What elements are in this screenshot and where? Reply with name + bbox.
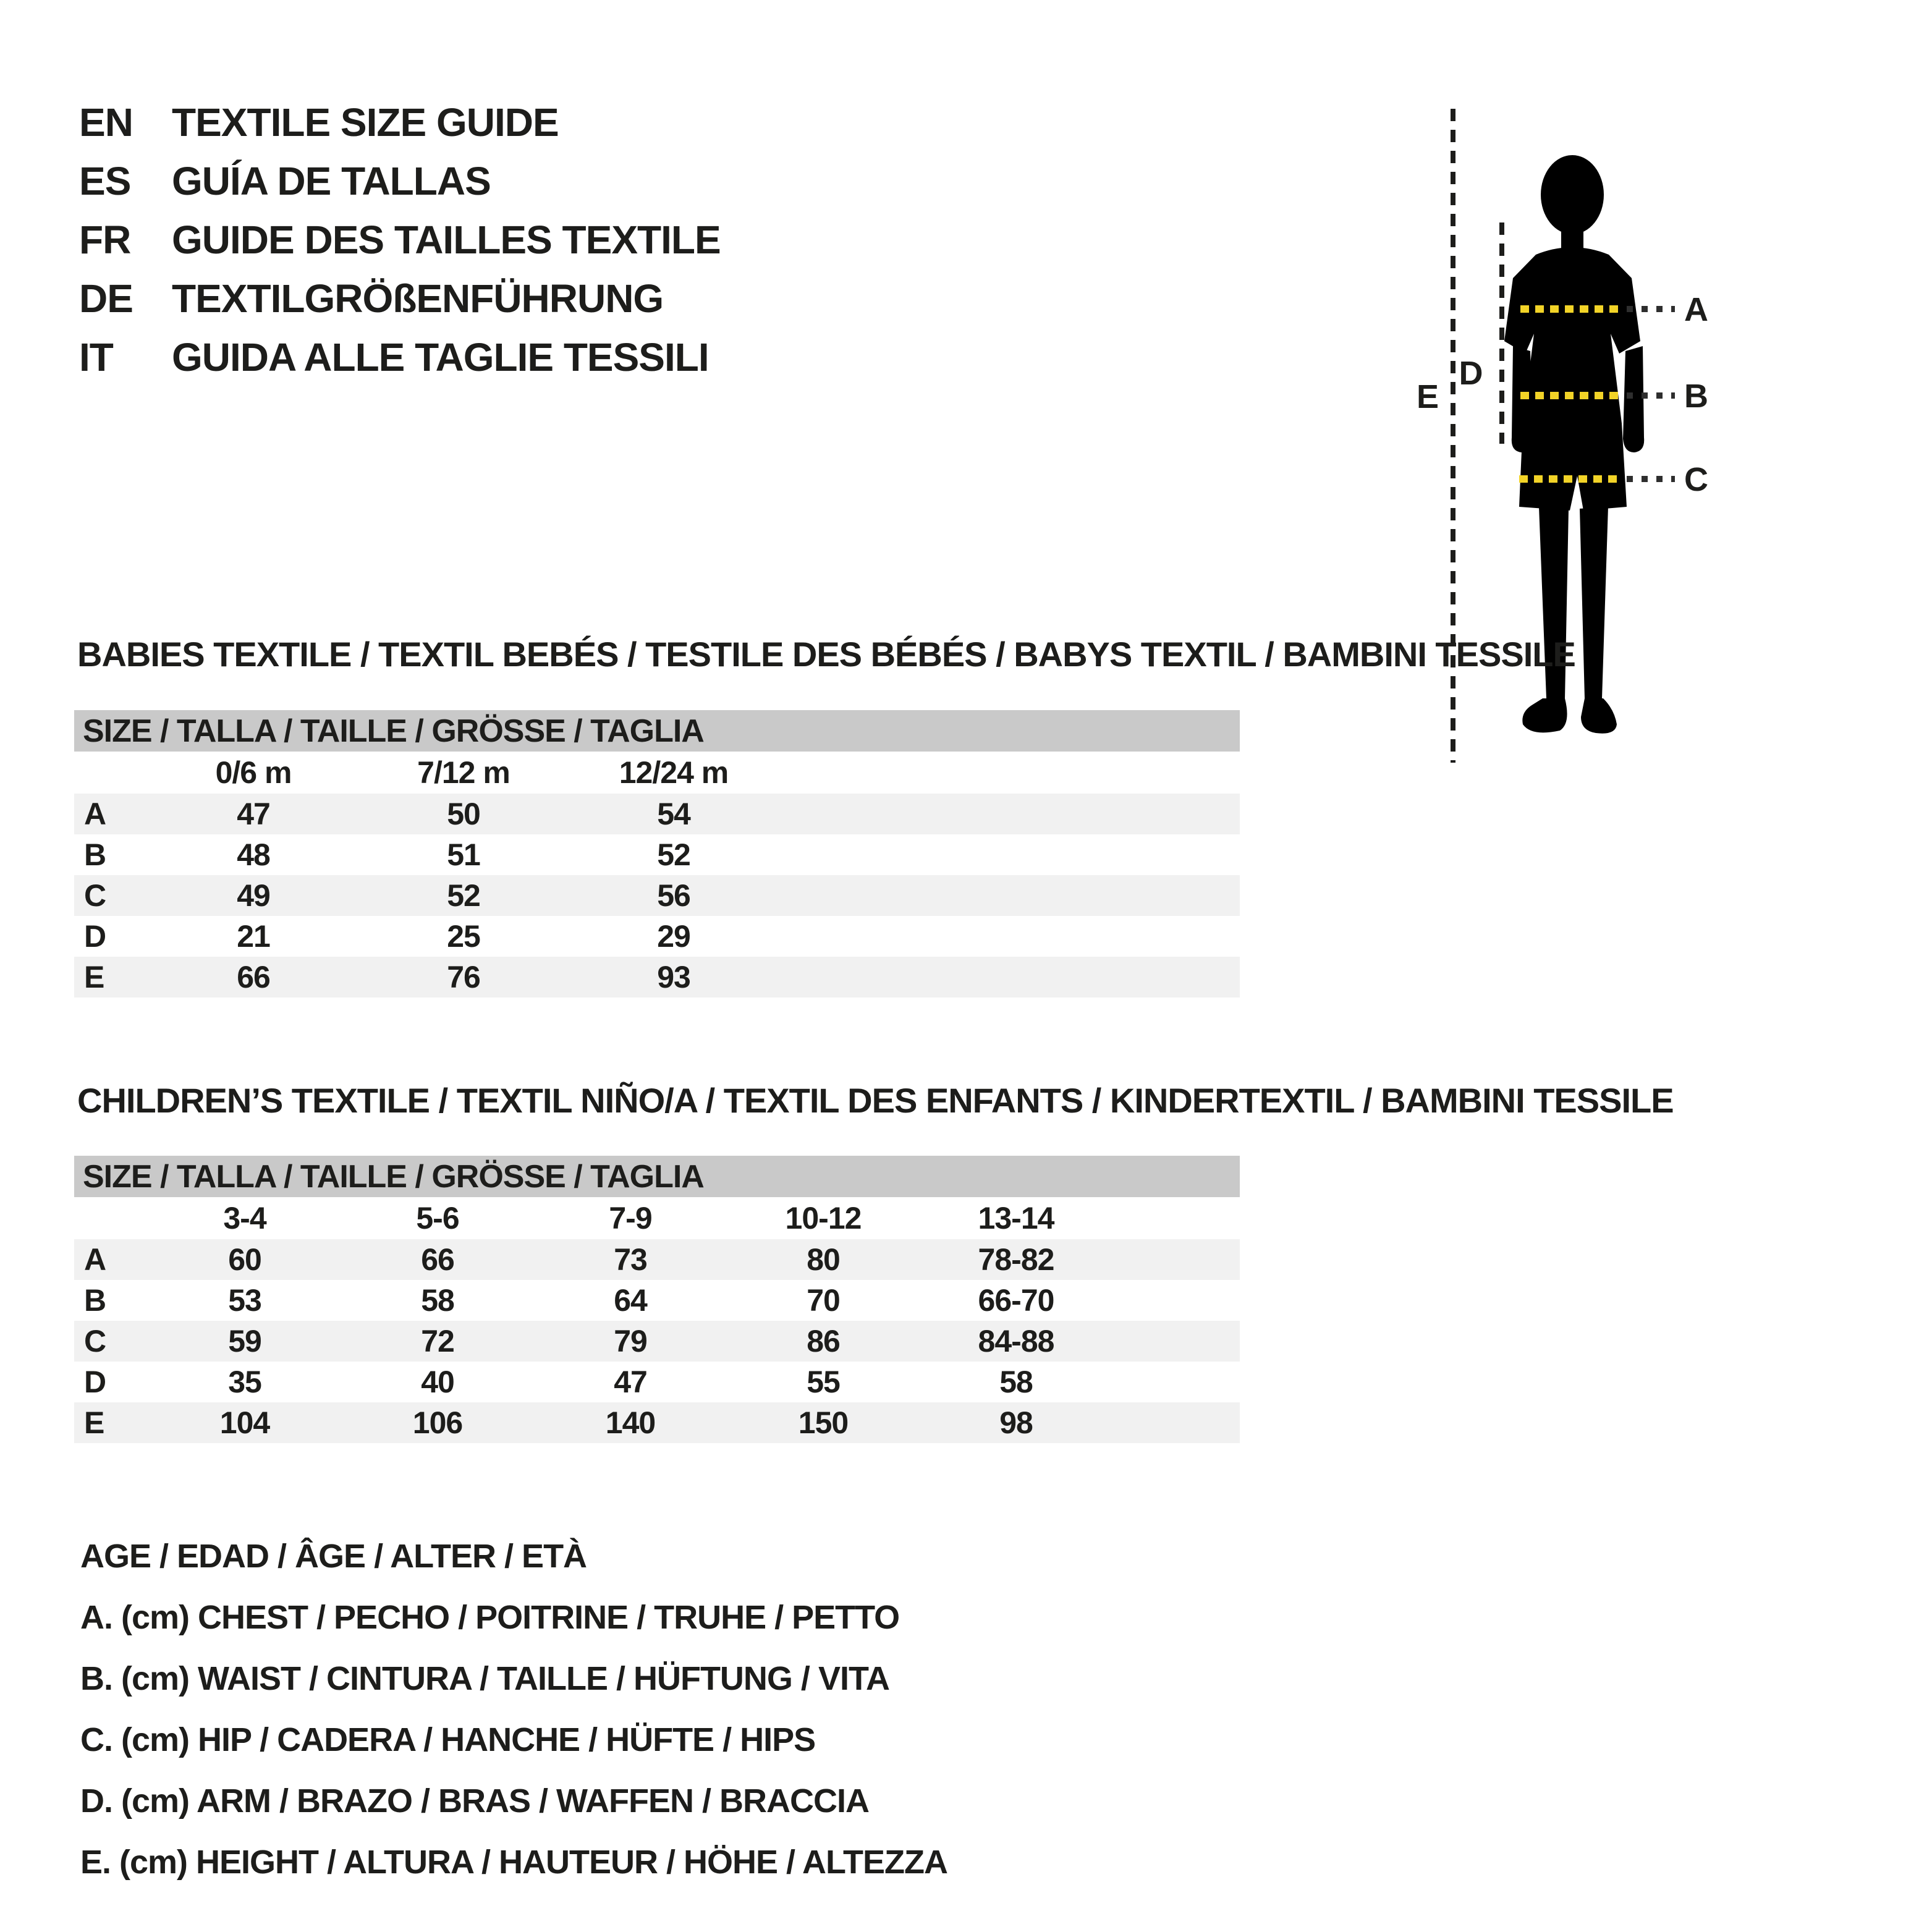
table-row bbox=[74, 1321, 1240, 1362]
table-cell: 98 bbox=[999, 1405, 1033, 1440]
table-row bbox=[74, 1362, 1240, 1402]
column-header: 7-9 bbox=[609, 1201, 652, 1235]
table-cell: 58 bbox=[421, 1283, 454, 1318]
table-cell: 48 bbox=[237, 837, 270, 872]
table-cell: 58 bbox=[999, 1365, 1033, 1399]
table-cell: 52 bbox=[447, 878, 480, 913]
measurement-legend bbox=[80, 1525, 947, 1892]
lang-row-es bbox=[79, 151, 721, 210]
table-cell: 70 bbox=[807, 1283, 840, 1318]
table-cell: 47 bbox=[237, 797, 270, 831]
row-label: B bbox=[84, 1283, 107, 1318]
table-row bbox=[74, 794, 1240, 834]
table-cell: 104 bbox=[219, 1405, 270, 1440]
table-cell: 150 bbox=[798, 1405, 849, 1440]
lang-code: ES bbox=[79, 158, 131, 203]
label-d: D bbox=[1459, 355, 1483, 392]
row-label: C bbox=[84, 1324, 107, 1358]
babies-size-table bbox=[74, 710, 1240, 998]
label-a: A bbox=[1684, 291, 1708, 328]
table-cell: 21 bbox=[237, 919, 270, 954]
table-cell: 40 bbox=[421, 1365, 454, 1399]
table-cell: 51 bbox=[447, 837, 480, 872]
table-cell: 86 bbox=[807, 1324, 840, 1358]
lang-code: EN bbox=[79, 100, 133, 145]
table-cell: 73 bbox=[614, 1242, 647, 1277]
table-cell: 56 bbox=[657, 878, 690, 913]
table-row bbox=[74, 1280, 1240, 1321]
size-header-label: SIZE / TALLA / TAILLE / GRÖSSE / TAGLIA bbox=[83, 713, 704, 749]
table-cell: 54 bbox=[657, 797, 690, 831]
label-c: C bbox=[1684, 461, 1708, 498]
lang-row-fr bbox=[79, 210, 721, 269]
children-rows bbox=[74, 1239, 1240, 1443]
table-cell: 93 bbox=[657, 960, 690, 994]
table-cell: 49 bbox=[237, 878, 270, 913]
lang-row-it bbox=[79, 328, 721, 386]
column-header: 7/12 m bbox=[417, 755, 510, 790]
label-e: E bbox=[1416, 378, 1439, 415]
silhouette-right-arm bbox=[1623, 346, 1644, 452]
guide-title-it: GUIDA ALLE TAGLIE TESSILI bbox=[172, 334, 709, 379]
table-cell: 64 bbox=[614, 1283, 647, 1318]
legend-height: E. (cm) HEIGHT / ALTURA / HAUTEUR / HÖHE / ALTEZZA bbox=[80, 1843, 947, 1881]
table-cell: 25 bbox=[447, 919, 480, 954]
lang-row-en bbox=[79, 93, 721, 151]
legend-chest: A. (cm) CHEST / PECHO / POITRINE / TRUHE / PETTO bbox=[80, 1598, 900, 1636]
babies-column-header-row bbox=[74, 752, 1240, 794]
children-column-header-row bbox=[74, 1197, 1240, 1239]
child-silhouette-diagram bbox=[1409, 74, 1932, 797]
table-cell: 47 bbox=[614, 1365, 647, 1399]
row-label: B bbox=[84, 837, 107, 872]
table-cell: 50 bbox=[447, 797, 480, 831]
lang-row-de bbox=[79, 269, 721, 328]
legend-waist: B. (cm) WAIST / CINTURA / TAILLE / HÜFTUNG / VITA bbox=[80, 1659, 889, 1697]
guide-title-es: GUÍA DE TALLAS bbox=[172, 158, 491, 203]
table-cell: 79 bbox=[614, 1324, 647, 1358]
legend-age: AGE / EDAD / ÂGE / ALTER / ETÀ bbox=[80, 1537, 587, 1575]
lang-code: FR bbox=[79, 217, 131, 262]
row-label: E bbox=[84, 1405, 105, 1440]
legend-arm: D. (cm) ARM / BRAZO / BRAS / WAFFEN / BRACCIA bbox=[80, 1782, 869, 1820]
table-row bbox=[74, 875, 1240, 916]
table-cell: 66 bbox=[237, 960, 270, 994]
table-cell: 52 bbox=[657, 837, 690, 872]
table-cell: 59 bbox=[228, 1324, 261, 1358]
table-cell: 66 bbox=[421, 1242, 454, 1277]
row-label: C bbox=[84, 878, 107, 913]
babies-section-title: BABIES TEXTILE / TEXTIL BEBÉS / TESTILE DES BÉBÉS / BABYS TEXTIL / BAMBINI TESSILE bbox=[77, 635, 1575, 674]
silhouette-right-shoe bbox=[1581, 698, 1617, 734]
silhouette-right-leg bbox=[1580, 507, 1608, 698]
row-label: E bbox=[84, 960, 105, 994]
table-row bbox=[74, 1402, 1240, 1443]
table-cell: 60 bbox=[228, 1242, 261, 1277]
table-cell: 140 bbox=[605, 1405, 656, 1440]
lang-code: IT bbox=[79, 334, 113, 379]
table-row bbox=[74, 834, 1240, 875]
column-header: 3-4 bbox=[223, 1201, 266, 1235]
children-size-table bbox=[74, 1156, 1240, 1443]
row-label: D bbox=[84, 1365, 107, 1399]
table-cell: 53 bbox=[228, 1283, 261, 1318]
column-header: 10-12 bbox=[785, 1201, 862, 1235]
column-header: 0/6 m bbox=[215, 755, 292, 790]
children-size-header-bar bbox=[74, 1156, 1240, 1197]
table-row bbox=[74, 957, 1240, 998]
row-label: A bbox=[84, 1242, 107, 1277]
table-cell: 78-82 bbox=[978, 1242, 1054, 1277]
babies-rows bbox=[74, 794, 1240, 998]
babies-size-header-bar bbox=[74, 710, 1240, 752]
legend-hip: C. (cm) HIP / CADERA / HANCHE / HÜFTE / HIPS bbox=[80, 1721, 816, 1758]
guide-title-de: TEXTILGRÖßENFÜHRUNG bbox=[172, 276, 664, 321]
row-label: A bbox=[84, 797, 107, 831]
language-title-block bbox=[79, 93, 721, 386]
lang-code: DE bbox=[79, 276, 133, 321]
guide-title-fr: GUIDE DES TAILLES TEXTILE bbox=[172, 217, 721, 262]
silhouette-head bbox=[1541, 155, 1604, 234]
table-cell: 55 bbox=[807, 1365, 840, 1399]
measurement-figure bbox=[1409, 74, 1932, 797]
column-header: 13-14 bbox=[978, 1201, 1054, 1235]
table-cell: 80 bbox=[807, 1242, 840, 1277]
size-header-label: SIZE / TALLA / TAILLE / GRÖSSE / TAGLIA bbox=[83, 1158, 704, 1195]
silhouette-shorts bbox=[1519, 423, 1627, 511]
column-header: 12/24 m bbox=[619, 755, 729, 790]
children-section-title: CHILDREN’S TEXTILE / TEXTIL NIÑO/A / TEXTIL DES ENFANTS / KINDERTEXTIL / BAMBINI TESSILE bbox=[77, 1081, 1674, 1120]
label-b: B bbox=[1684, 378, 1708, 415]
table-row bbox=[74, 916, 1240, 957]
guide-title-en: TEXTILE SIZE GUIDE bbox=[172, 100, 559, 145]
silhouette-left-shoe bbox=[1522, 698, 1567, 732]
table-row bbox=[74, 1239, 1240, 1280]
table-cell: 84-88 bbox=[978, 1324, 1054, 1358]
table-cell: 29 bbox=[657, 919, 690, 954]
table-cell: 106 bbox=[412, 1405, 463, 1440]
table-cell: 66-70 bbox=[978, 1283, 1054, 1318]
row-label: D bbox=[84, 919, 107, 954]
column-header: 5-6 bbox=[416, 1201, 459, 1235]
table-cell: 72 bbox=[421, 1324, 454, 1358]
table-cell: 35 bbox=[228, 1365, 261, 1399]
table-cell: 76 bbox=[447, 960, 480, 994]
